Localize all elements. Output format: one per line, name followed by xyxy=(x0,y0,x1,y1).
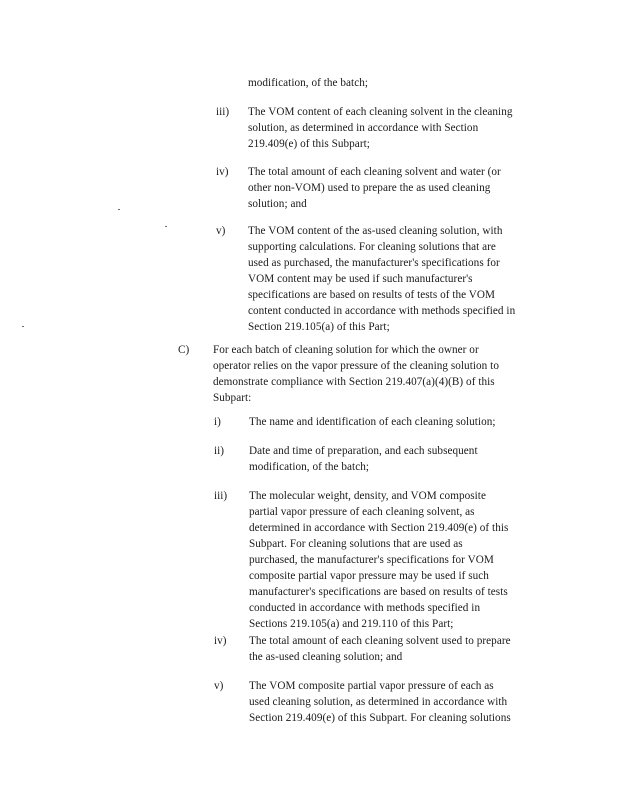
scan-speck xyxy=(165,226,167,227)
item-text-line: determined in accordance with Section 219.409(e) of this xyxy=(249,522,509,534)
item-text-line: solution; and xyxy=(248,198,307,210)
item-text-line: Sections 219.105(a) and 219.110 of this Part; xyxy=(249,618,454,630)
item-text-line: Section 219.105(a) of this Part; xyxy=(248,321,390,333)
item-text-line: content conducted in accordance with methods specified in xyxy=(248,305,516,317)
item-text-line: Date and time of preparation, and each subsequent xyxy=(249,445,478,457)
item-text-line: purchased, the manufacturer's specifications for VOM xyxy=(249,554,494,566)
item-text-line: manufacturer's specifications are based on results of tests xyxy=(249,586,508,598)
item-text-line: partial vapor pressure of each cleaning solvent, as xyxy=(249,506,475,518)
section-marker: C) xyxy=(178,344,190,356)
item-text-line: used as purchased, the manufacturer's specifications for xyxy=(248,257,500,269)
item-text-line: conducted in accordance with methods specified in xyxy=(249,602,481,614)
item-text-line: Subpart. For cleaning solutions that are used as xyxy=(249,538,463,550)
item-text-line: composite partial vapor pressure may be used if such xyxy=(249,570,489,582)
scan-speck xyxy=(118,209,120,210)
item-marker: v) xyxy=(214,680,224,692)
section-text-line: operator relies on the vapor pressure of the cleaning solution to xyxy=(213,360,499,372)
item-marker: iv) xyxy=(214,635,227,647)
continuation-line: modification, of the batch; xyxy=(248,77,369,89)
item-marker: iii) xyxy=(214,490,228,502)
item-text-line: The VOM content of the as-used cleaning solution, with xyxy=(248,225,503,237)
item-text-line: solution, as determined in accordance with Section xyxy=(248,122,479,134)
section-text-line: demonstrate compliance with Section 219.407(a)(4)(B) of this xyxy=(213,376,495,388)
item-marker: ii) xyxy=(214,445,224,457)
section-text-line: For each batch of cleaning solution for which the owner or xyxy=(213,344,479,356)
item-text-line: VOM content may be used if such manufacturer's xyxy=(248,273,473,285)
item-marker: i) xyxy=(214,416,221,428)
item-text-line: The VOM content of each cleaning solvent in the cleaning xyxy=(248,106,513,118)
item-text-line: specifications are based on results of tests of the VOM xyxy=(248,289,496,301)
item-marker: iii) xyxy=(216,106,230,118)
item-text-line: The total amount of each cleaning solvent used to prepare xyxy=(249,635,511,647)
item-text-line: the as-used cleaning solution; and xyxy=(249,651,403,663)
item-text-line: The name and identification of each cleaning solution; xyxy=(249,416,496,428)
scan-speck xyxy=(22,326,24,327)
item-text-line: used cleaning solution, as determined in accordance with xyxy=(249,696,508,708)
item-marker: iv) xyxy=(216,166,229,178)
item-text-line: The VOM composite partial vapor pressure of each as xyxy=(249,680,494,692)
item-text-line: 219.409(e) of this Subpart; xyxy=(248,138,370,150)
item-text-line: The total amount of each cleaning solvent and water (or xyxy=(248,166,501,178)
item-text-line: Section 219.409(e) of this Subpart. For cleaning solutions xyxy=(249,712,511,724)
item-text-line: other non-VOM) used to prepare the as used cleaning xyxy=(248,182,491,194)
section-text-line: Subpart: xyxy=(213,392,252,404)
item-marker: v) xyxy=(216,225,226,237)
item-text-line: modification, of the batch; xyxy=(249,461,370,473)
item-text-line: supporting calculations. For cleaning solutions that are xyxy=(248,241,496,253)
item-text-line: The molecular weight, density, and VOM composite xyxy=(249,490,486,502)
